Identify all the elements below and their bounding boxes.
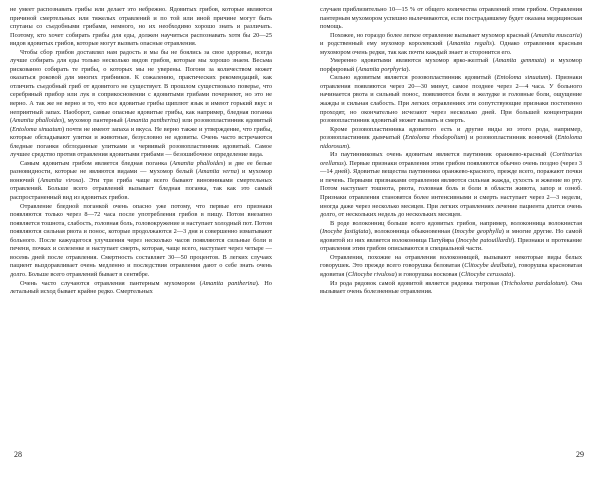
paragraph: Из рода рядовок самой ядовитой является рядовка тигровая (Tricholoma pardalotum). Она вызывает очень болезненные отравления.: [320, 279, 582, 296]
paragraph: Умеренно ядовитыми являются мухомор ярко-желтый (Amanita gemmata) и мухомор порфировый (Amanita porphyria).: [320, 57, 582, 73]
paragraph: Кроме розовопластинника ядовитого есть и другие виды из этого рода, например, розовопластинник дымчатый (Entoloma rhodopolium) и розовопластинник вонючий (Entoloma nidorosum).: [320, 125, 582, 150]
right-page-number: 29: [576, 450, 584, 459]
left-page-number: 28: [14, 450, 22, 459]
paragraph: Из паутинниковых очень ядовитым является паутинник оранжево-красный (Cortinarius orellanus). Первые признаки отравления этим грибом появляются обычно очень поздно (через 3—14 дней). Ядовитые вещества паутинника оранжево-красного, прежде всего, поражают почки и печень. Первыми признаками отравления являются сильная жажда, сухость и жжение во рту. Потом наступает тошнота, рвота, головная боль и боли в области живота, запор и озноб. Признаки отравления становятся более интенсивными и смерть наступает через 2—3 недели, иногда даже через несколько месяцев. При легких отравлениях лечение пациента длится очень долго, от нескольких недель до нескольких месяцев.: [320, 151, 582, 219]
paragraph: случаев приблизительно 10—15 % от общего количества отравлений этим грибом. Отравления пантерным мухомором успешно вылечиваются, если пострадавшему будет оказана медицинская помощь.: [320, 6, 582, 31]
paragraph: Отравление бледной поганкой очень опасно уже потому, что первые его признаки появляются только через 8—72 часа после употребления грибов в пищу. Потом внезапно появляется тошнота, слабость, головная боль, головокружение и наступает холодный пот. Потом появляются сильная рвота и понос, которые продолжаются 2—3 дня и совершенно изматывают больного. После кажущегося улучшения через несколько часов появляются сильные боли в печени, почках и селезенке и наступает смерть, которая, чаще всего, наступает через четыре — восемь дней после отравления. Смертность составляет 30—50 процентов. В легких случаях пациент выздоравливает очень медленно и последствия отравления дают о себе знать очень долго. Больше всего отравлений бывает в сентябре.: [10, 202, 272, 278]
paragraph: Похожее, но гораздо более легкое отравление вызывает мухомор красный (Amanita muscaria) и родственный ему мухомор королевский (Amanita regalis). Однако отравления красным мухомором очень редки, так как почти каждый знает и сторонится его.: [320, 31, 582, 56]
paragraph: Отравления, похожие на отравления волоконницей, вызывают некоторые виды белых говорушек. Это прежде всего говорушка беловатая (Clitocybe dealbata), говорушка красноватая ядовитая (Clitocybe rivulosa) и говорушка восковая (Clitocybe cerussata).: [320, 253, 582, 278]
right-page-text: [320, 6, 582, 446]
paragraph: В роде волоконниц больше всего ядовитых грибов, например, волоконница волокнистая (Inocybe fastigiata), волоконница обыкновенная (Inocybe geophylla) и многие другие. Но самой ядовитой из них является волоконница Патуйяра (Inocybe patouillardii). Признаки и протекание отравления этим грибом описываются в специальной части.: [320, 219, 582, 253]
paragraph: Очень часто случаются отравления пантерным мухомором (Amanita pantherina). Но летальный исход бывает крайне редко. Смертельных: [10, 279, 272, 296]
paragraph: Самым ядовитым грибом является бледная поганка (Amanita phalloides) и две ее белые разновидности, которые не являются видами — мухомор белый (Amanita verna) и мухомор вонючий (Amanita virosa). Эти три гриба чаще всего бывают виновниками смертельных отравлений. Больше всего отравлений вызывает бледная поганка, так как это самый распространенный вид из ядовитых грибов.: [10, 159, 272, 202]
paragraph: Сильно ядовитым является розовопластинник ядовитый (Entoloma sinuatum). Признаки отравления появляются через 20—30 минут, самое позднее через 2—4 часа. У больного начинается рвота и сильный понос, появляются боли в желудке и головные боли, ощущение жажды и сильная слабость. При легких отравлениях эти сопутствующие признаки постепенно проходят, но окончательно исчезают через несколько дней. При большей концентрации розовопластинник ядовитый может вызвать и смерть.: [320, 74, 582, 125]
left-page-text: [10, 6, 272, 446]
paragraph: Чтобы сбор грибов доставлял нам радость и мы бы не боялись за свое здоровье, всегда лучше собирать для еды только несколько видов грибов, которые мы хорошо знаем. Весьма рискованно собирать те грибы, о которых мы не уверены. Погоня за количеством может оказаться роковой для многих грибников. К сожалению, практических рекомендаций, как отличить съедобный гриб от ядовитого не существует. В прошлом существовало поверье, что серебряный прибор или лук в соприкосновении с ядовитыми грибами почернеют, но это не верно. А так же не верно и то, что все ядовитые грибы щиплют язык и имеют горький вкус и неприятный запах. Наоборот, самые опасные ядовитые грибы, как например, бледная поганка (Amanita phalloides), мухомор пантерный (Amanita pantherina) или розовопластинник ядовитый (Entoloma sinuatum) почти не имеют запаха и вкуса. Не верно также и утверждение, что грибы, которые обгладывают улитки и животные, безусловно не ядовиты. Очень часто встречаются бледные поганки обглоданные улитками и червивый розовопластинник ядовитый. Самое лучшее средство против отравления ядовитыми грибами — безошибочное определение вида.: [10, 48, 272, 159]
paragraph: не умеет распознавать грибы или делает это небрежно. Ядовитых грибов, которые являются причиной смертельных или тяжелых отравлений и по той или иной причине могут быть спутаны со съедобными грибами, немного, но их необходимо хорошо знать и различать. Поэтому, кто хочет собирать грибы для еды, должен научиться распознавать хотя бы 20—25 видов ядовитых грибов, которые могут вызвать опасные отравления.: [10, 6, 272, 48]
